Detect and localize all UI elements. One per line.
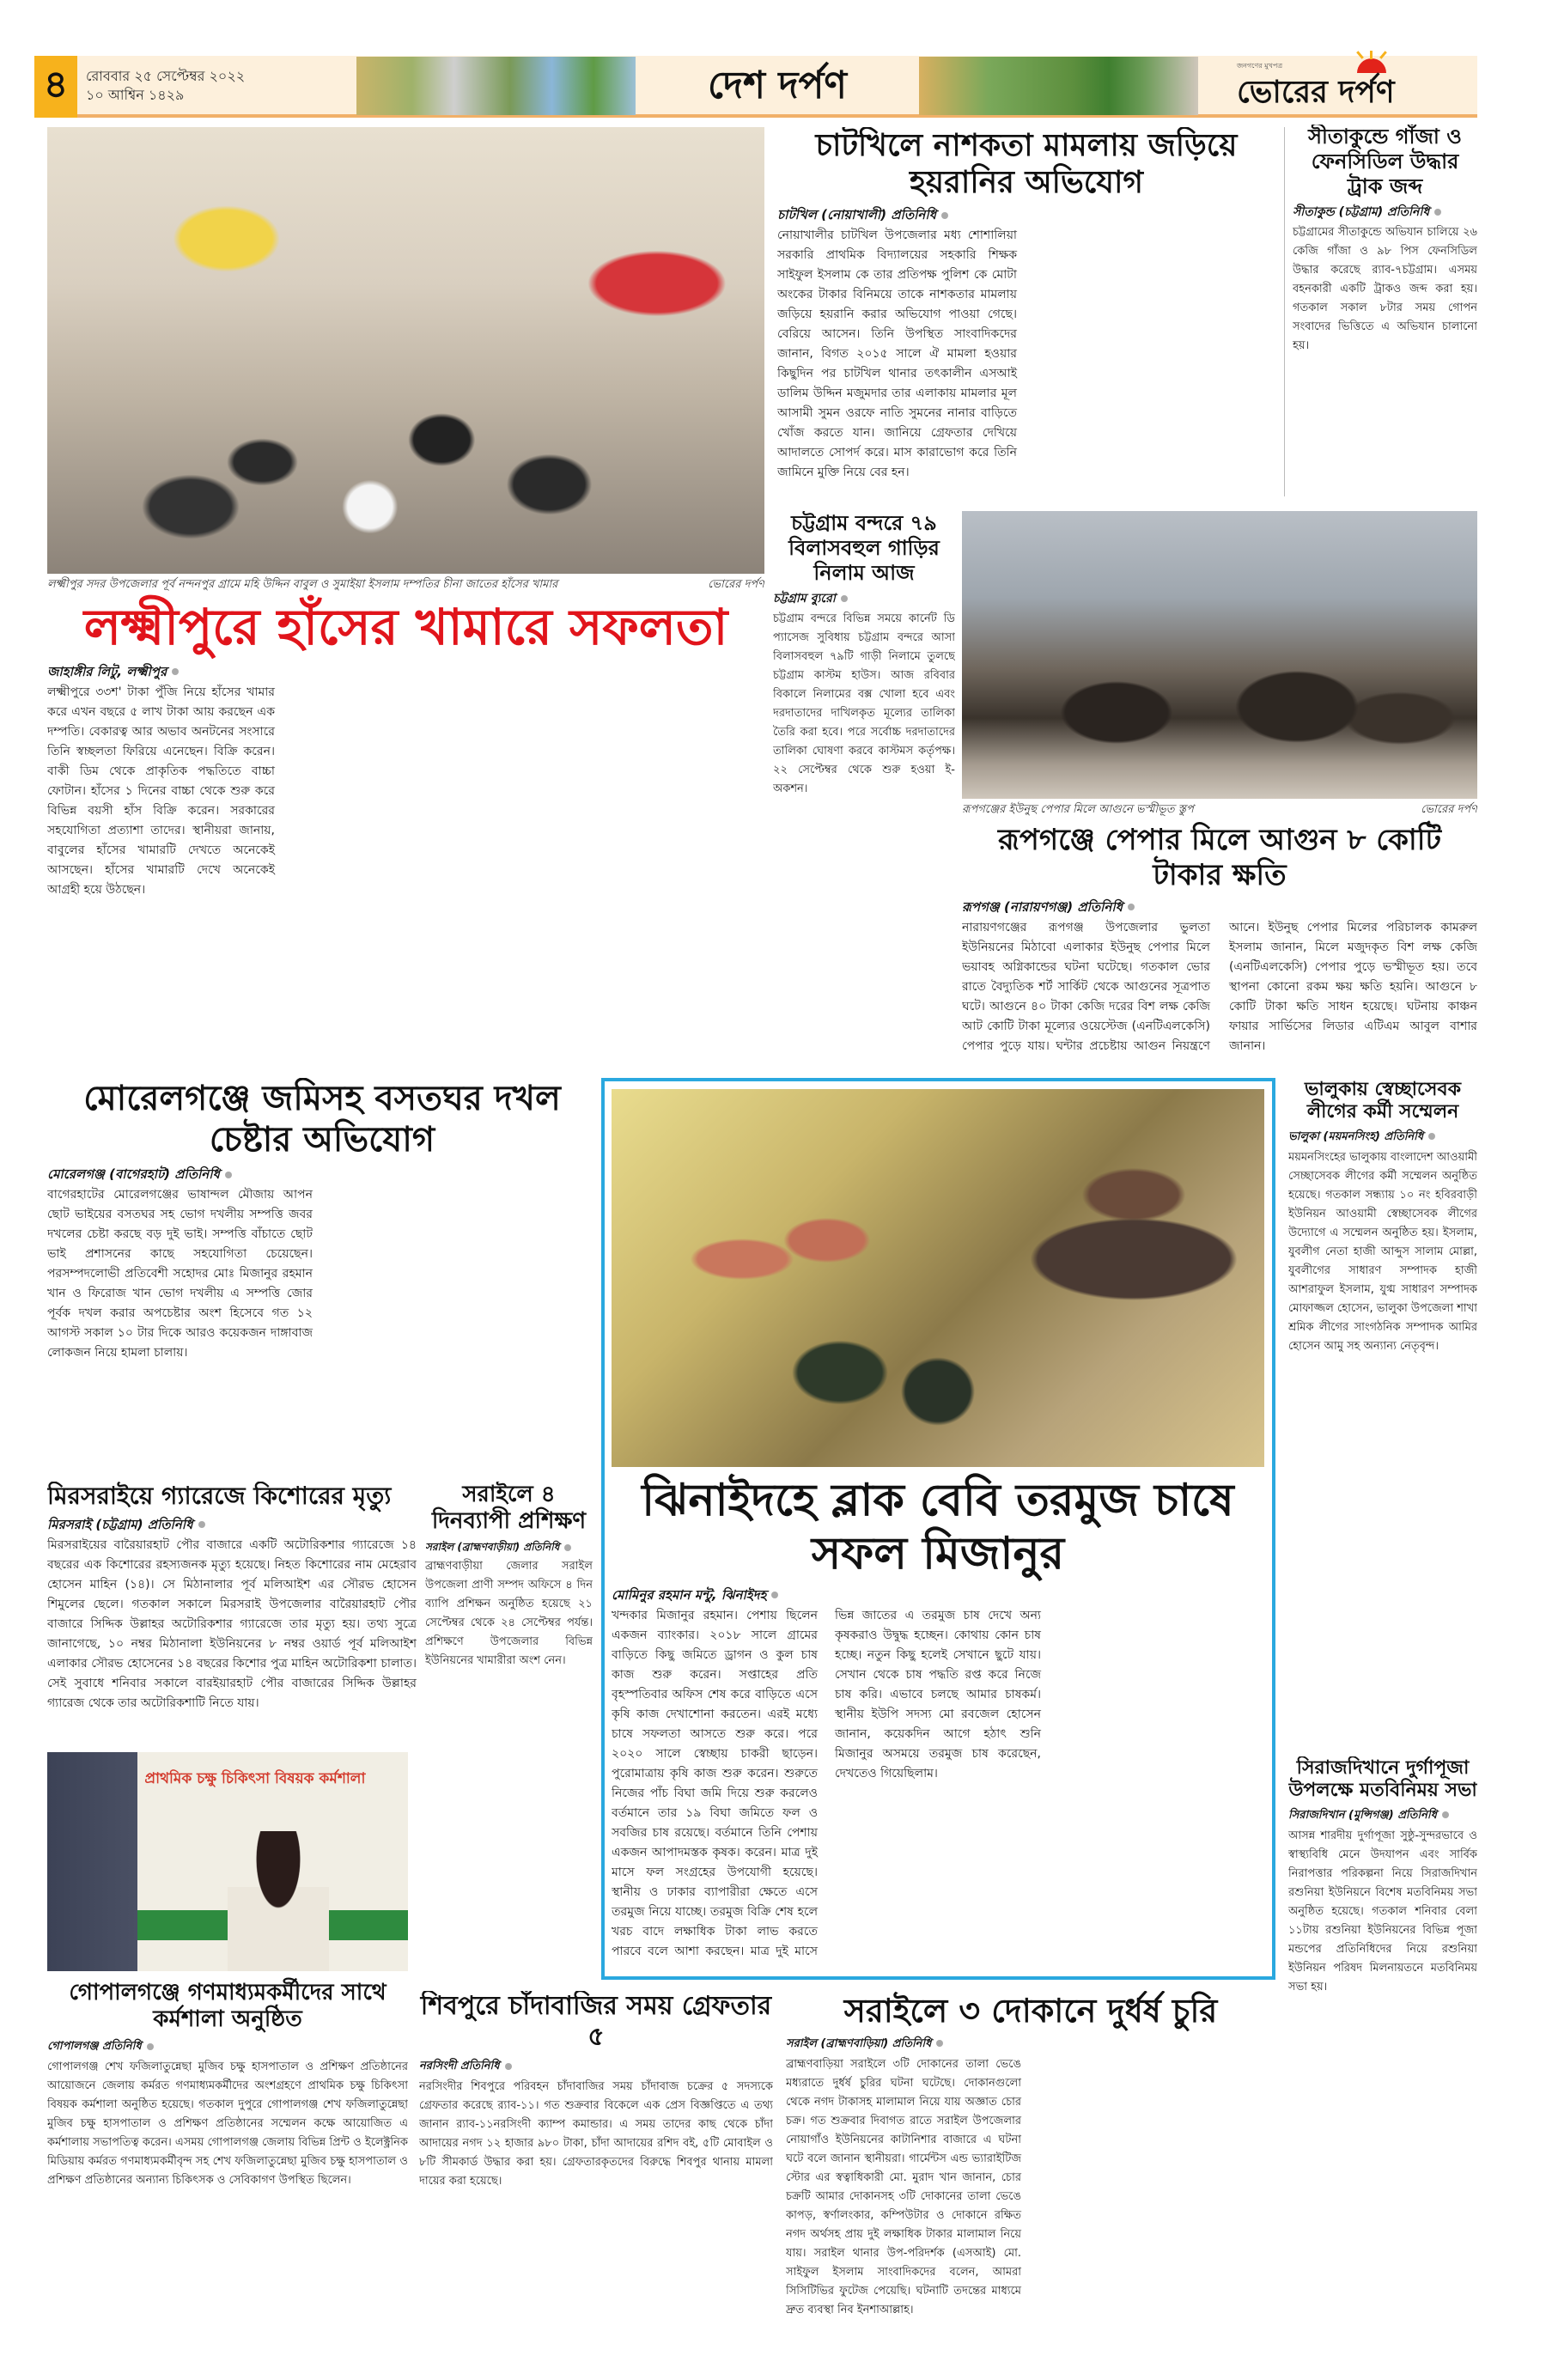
rupganj-photo-credit: ভোরের দর্পণ	[1421, 803, 1477, 816]
chatkhil-story	[777, 127, 1275, 496]
sitakunda-headline: সীতাকুন্ডে গাঁজা ও ফেনসিডিল উদ্ধার ট্রাক জব্দ	[1308, 125, 1462, 198]
sarail-theft-story	[786, 1991, 1275, 2371]
byline-text: চাটখিল (নোয়াখালী) প্রতিনিধি	[777, 207, 937, 223]
jhenaidah-byline	[612, 1586, 1264, 1604]
sirajdikhan-story	[1288, 1756, 1477, 2371]
ctg-port-story	[773, 511, 955, 1061]
duck-farm-caption: লক্ষ্মীপুর সদর উপজেলার পূর্ব নন্দনপুর গ্রামে মহি উদ্দিন বাবুল ও সুমাইয়া ইসলাম দম্পতির চীনা জাতের হাঁসের খামার	[47, 578, 558, 591]
masthead-photo-strip-left	[356, 57, 636, 115]
sitakunda-byline	[1293, 204, 1477, 221]
chatkhil-byline	[777, 206, 1275, 223]
bullet-icon	[564, 1544, 571, 1551]
sirajdikhan-headline: সিরাজদিখানে দুর্গাপূজা উপলক্ষে মতবিনিময় সভা	[1288, 1756, 1477, 1802]
shibpur-body: নরসিংদীর শিবপুরে পরিবহন চাঁদাবাজির সময় চাঁদাবাজ চক্রের ৫ সদস্যকে গ্রেফতার করেছে র‍্যাব-১১। গত শুক্রবার বিকেলে এক প্রেস বিজ্ঞপ্তিতে এ তথ্য জানান র‍্যাব-১১নরসিংদী ক্যাম্প কমান্ডার। এ সময় তাদের কাছ থেকে চাঁদা আদায়ের নগদ ১২ হাজার ৯৮০ টাকা, চাঁদা আদায়ের রশিদ বই, ৫টি মোবাইল ও ৮টি সীমকার্ড উদ্ধার করা হয়। গ্রেফতারকৃতদের বিরুদ্ধে শিবপুর থানায় মামলা দায়ের করা হয়েছে।	[419, 2080, 773, 2188]
byline-text: সরাইল (ব্রাহ্মণবাড়িয়া) প্রতিনিধি	[786, 2036, 932, 2050]
duck-farm-caption-row	[47, 577, 764, 593]
date-bengali: ১০ আশ্বিন ১৪২৯	[86, 87, 185, 103]
byline-text: সিরাজদিখান (মুন্সিগঞ্জ) প্রতিনিধি	[1288, 1808, 1437, 1822]
rupganj-fire-photo	[962, 511, 1477, 799]
gopalganj-byline	[47, 2038, 408, 2055]
duck-farm-headline: লক্ষ্মীপুরে হাঁসের খামারে সফলতা	[83, 598, 728, 656]
sarail-theft-headline: সরাইলে ৩ দোকানে দুর্ধর্ষ চুরি	[843, 1991, 1218, 2030]
byline-text: মোমিনুর রহমান মন্টু, ঝিনাইদহ	[612, 1586, 767, 1603]
duck-farm-photo-credit: ভোরের দর্পণ	[708, 578, 764, 591]
mirsarai-byline	[47, 1516, 417, 1533]
bullet-icon	[771, 1592, 778, 1598]
rupganj-story	[962, 511, 1477, 1061]
byline-text: মোরেলগঞ্জ (বাগেরহাট) প্রতিনিধি	[47, 1166, 220, 1182]
jhenaidah-story	[612, 1089, 1264, 1969]
jhenaidah-body: খন্দকার মিজানুর রহমান। পেশায় ছিলেন একজন ব্যাংকার। ২০১৮ সালে গ্রামের বাড়িতে কিছু জমিতে ড্রাগন ও কুল চাষ কাজ শুরু করেন। সপ্তাহের প্রতি বৃহস্পতিবার অফিস শেষ করে বাড়িতে এসে কৃষি কাজ দেখাশোনা করতেন। এরই মধ্যে চাষে সফলতা আসতে শুরু করে। পরে ২০২০ সালে স্বেচ্ছায় চাকরী ছাড়েন। পুরোমাত্রায় কৃষি কাজ শুরু করেন। শুরুতে নিজের পাঁচ বিঘা জমি দিয়ে শুরু করলেও বর্তমানে তার ১৯ বিঘা জমিতে ফল ও সবজির চাষ রয়েছে। বর্তমানে তিনি পেশায় একজন আপাদমস্তক কৃষক। করেন। মাত্র দুই মাসে ফল সংগ্রহের উপযোগী হয়েছে। স্থানীয় ও ঢাকার ব্যাপারীরা ক্ষেতে এসে তরমুজ নিয়ে যাচ্ছে। তরমুজ বিক্রি শেষ হলে খরচ বাদে লক্ষাধিক টাকা লাভ করতে পারবে বলে আশা করছেন। মাত্র দুই মাসে ভিন্ন জাতের এ তরমুজ চাষ দেখে অন্য কৃষকরাও উদ্বুদ্ধ হচ্ছেন। কোথায় কোন চাষ হচ্ছে। নতুন কিছু হলেই সেখানে ছুটে যায়। সেখান থেকে চাষ পদ্ধতি রপ্ত করে নিজে চাষ করি। এভাবে চলছে আমার চাষকর্ম। স্থানীয় ইউপি সদস্য মো রবজেল হোসেন জানান, কয়েকদিন আগে হঠাৎ শুনি মিজানুর অসময়ে তরমুজ চাষ করেছেন, দেখতেও গিয়েছিলাম।	[612, 1608, 1041, 1958]
rupganj-caption-row	[962, 802, 1477, 818]
bullet-icon	[1128, 904, 1135, 910]
bhaluka-body: ময়মনসিংহের ভালুকায় বাংলাদেশ আওয়ামী সেচ্ছাসেবক লীগের কর্মী সম্মেলন অনুষ্ঠিত হয়েছে। গতকাল সন্ধ্যায় ১০ নং হবিরবাড়ী ইউনিয়ন আওয়ামী স্বেচ্ছাসেবক লীগের উদ্যোগে এ সম্মেলন অনুষ্ঠিত হয়। ইসলাম, যুবলীগ নেতা হাজী আব্দুস সালাম মোল্লা, যুবলীগের সাধারণ সম্পাদক হাজী আশরাফুল ইসলাম, যুগ্ম সাধারণ সম্পাদক মোফাজ্জল হোসেন, ভালুকা উপজেলা শাখা শ্রমিক লীগের সাংগঠনিক সম্পাদক আমির হোসেন আমু সহ অন্যান্য নেতৃবৃন্দ।	[1288, 1150, 1477, 1353]
sitakunda-story	[1293, 125, 1477, 496]
rupganj-body: নারায়ণগঞ্জের রূপগঞ্জ উপজেলার ভুলতা ইউনিয়নের মিঠাবো এলাকার ইউনুছ পেপার মিলে ভয়াবহ অগ্নিকান্ডের ঘটনা ঘটেছে। গতকাল ভোর রাতে বৈদ্যুতিক শর্ট সার্কিট থেকে আগুনের সূত্রপাত ঘটে। আগুনে ৪০ টাকা কেজি দরের বিশ লক্ষ কেজি আট কোটি টাকা মূল্যের ওয়েস্টেজ (এনটিএলকেসি) পেপার পুড়ে যায়। ঘন্টার প্রচেষ্টায় আগুন নিয়ন্ত্রণে আনে। ইউনুছ পেপার মিলের পরিচালক কামরুল ইসলাম জানান, মিলে মজুদকৃত বিশ লক্ষ কেজি (এনটিএলকেসি) পেপার পুড়ে ভস্মীভূত হয়। তবে স্থাপনা কোনো রকম ক্ষয় ক্ষতি হয়নি। আগুনে ৮ কোটি টাকা ক্ষতি সাধন হয়েছে। ঘটনায় কাঞ্চন ফায়ার সার্ভিসের লিডার এটিএম আবুল বাশার জানান।	[962, 920, 1477, 1053]
logo-text: ভোরের দর্পণ	[1237, 74, 1395, 110]
chatkhil-body: নোয়াখালীর চাটখিল উপজেলার মধ্য শোশালিয়া সরকারি প্রাথমিক বিদ্যালয়ের সহকারি শিক্ষক সাইফুল ইসলাম কে তার প্রতিপক্ষ পুলিশ কে মোটা অংকের টাকার বিনিময়ে তাকে নাশকতার মামলায় জড়িয়ে হয়রানি করার অভিযোগ পাওয়া গেছে। বেরিয়ে আসেন। তিনি উপস্থিত সাংবাদিকদের জানান, বিগত ২০১৫ সালে ঐ মামলা হওয়ার কিছুদিন পর চাটখিল থানার তৎকালীন এসআই ডালিম উদ্দিন মজুমদার তার এলাকায় মামলার মূল আসামী সুমন ওরফে নাতি সুমনের নানার বাড়িতে খোঁজ করতে যান। জানিয়ে গ্রেফতার দেখিয়ে আদালতে সোপর্দ করে। মাস কারাভোগ করে তিনি জামিনে মুক্তি নিয়ে বের হন।	[777, 228, 1017, 480]
chatkhil-headline: চাটখিলে নাশকতা মামলায় জড়িয়ে হয়রানির অভিযোগ	[815, 127, 1238, 201]
gopalganj-body: গোপালগঞ্জ শেখ ফজিলাতুন্নেছা মুজিব চক্ষু হাসপাতাল ও প্রশিক্ষণ প্রতিষ্ঠানের আয়োজনে জেলায় কর্মরত গণমাধ্যমকর্মীদের অংশগ্রহণে প্রাথমিক চক্ষু চিকিৎসা বিষয়ক কর্মশালা অনুষ্ঠিত হয়েছে। গতকাল দুপুরে গোপালগঞ্জ শেখ ফজিলাতুন্নেছা মুজিব চক্ষু হাসপাতাল ও প্রশিক্ষণ প্রতিষ্ঠানের সম্মেলন কক্ষে আয়োজিত এ কর্মশালায় সভাপতিত্ব করেন। এসময় গোপালগঞ্জ জেলায় বিভিন্ন প্রিন্ট ও ইলেক্ট্রনিক মিডিয়ায় কর্মরত গণমাধ্যমকর্মীবৃন্দ সহ শেখ ফজিলাতুন্নেছা মুজিব চক্ষু হাসপাতাল ও প্রশিক্ষণ প্রতিষ্ঠানের অন্যান্য চিকিৎসক ও সেবিকাগণ উপস্থিত ছিলেন।	[47, 2060, 408, 2188]
logo-tagline: জনগণের মুখপত্র	[1237, 62, 1283, 70]
bullet-icon	[936, 2040, 943, 2047]
gopalganj-workshop-photo	[47, 1752, 408, 1971]
sitakunda-body: চট্টগ্রামের সীতাকুন্ডে অভিযান চালিয়ে ২৬ কেজি গাঁজা ও ৯৮ পিস ফেনসিডিল উদ্ধার করেছে র‍্যাব-৭চট্টগ্রাম। এসময় বহনকারী একটি ট্রাকও জব্দ করা হয়। গতকাল সকাল ৮টার সময় গোপন সংবাদের ভিত্তিতে এ অভিযান চালানো হয়।	[1293, 226, 1477, 353]
page-number: ৪	[34, 56, 77, 118]
bullet-icon	[505, 2063, 512, 2070]
mirsarai-story	[47, 1482, 417, 1744]
duck-farm-body: লক্ষ্মীপুরে ৩৩শ' টাকা পুঁজি নিয়ে হাঁসের খামার করে এখন বছরে ৫ লাখ টাকা আয় করছেন এক দম্পতি। বেকারত্ব আর অভাব অনটনের সংসারে তিনি স্বচ্ছলতা ফিরিয়ে এনেছেন। বিক্রি করেন। বাকী ডিম থেকে প্রাকৃতিক পদ্ধতিতে বাচ্চা ফোটান। হাঁসের ১ দিনের বাচ্চা থেকে শুরু করে বিভিন্ন বয়সী হাঁস বিক্রি করেন। সরকারের সহযোগিতা প্রত্যাশা তাদের। স্থানীয়রা জানায়, বাবুলের হাঁসের খামারটি দেখতে অনেকেই আসছেন। হাঁসের খামারটি দেখে অনেকেই আগ্রহী হয়ে উঠছেন।	[47, 685, 275, 897]
mirsarai-body: মিরসরাইয়ের বারৈয়ারহাট পৌর বাজারে একটি অটোরিকশার গ্যারেজে ১৪ বছরের এক কিশোরের রহস্যজনক মৃত্যু হয়েছে। নিহত কিশোরের নাম মেহেরাব হোসেন মাহিন (১৪)। সে মিঠানালার পূর্ব মলিআইশ এর সৌরভ হোসেন শিমুলের ছেলে। গতকাল সকালে মিরসরাই উপজেলার বারৈয়ারহাট পৌর বাজারে সিদ্দিক উল্লাহর অটোরিকশার গ্যারেজে তার মৃত্যু হয়। তথ্য সুত্রে জানাগেছে, ১০ নম্বর মিঠানালা ইউনিয়নের ৮ নম্বর ওয়ার্ড পূর্ব মলিআইশ এলাকার সৌরভ হোসেনের ১৪ বছরের কিশোর পুত্র মাহিন অটোরিকশা চালাত। সেই সুবাধে শনিবার সকালে বারইয়ারহাট পৌর বাজারের সিদ্দিক উল্লাহর গ্যারেজ থেকে তার অটোরিকশাটি নিতে যায়।	[47, 1537, 417, 1710]
ctg-port-byline	[773, 590, 955, 607]
byline-text: ভালুকা (ময়মনসিংহ) প্রতিনিধি	[1288, 1129, 1424, 1143]
bullet-icon	[147, 2043, 154, 2050]
rupganj-headline: রূপগঞ্জে পেপার মিলে আগুন ৮ কোটি টাকার ক্ষতি	[998, 823, 1441, 892]
shibpur-headline: শিবপুরে চাঁদাবাজির সময় গ্রেফতার ৫	[420, 1991, 772, 2052]
bullet-icon	[1428, 1133, 1435, 1140]
byline-text: চট্টগ্রাম ব্যুরো	[773, 592, 836, 606]
bullet-icon	[941, 212, 948, 219]
watermelon-farmer-photo	[612, 1089, 1264, 1467]
sarail-training-headline: সরাইলে ৪ দিনব্যাপী প্রশিক্ষণ	[431, 1482, 587, 1535]
duck-farm-byline	[47, 663, 764, 680]
morelganj-byline	[47, 1166, 597, 1183]
byline-text: মিরসরাই (চট্টগ্রাম) প্রতিনিধি	[47, 1516, 193, 1532]
ctg-port-headline: চট্টগ্রাম বন্দরে ৭৯ বিলাসবহুল গাড়ির নিলাম আজ	[788, 511, 940, 585]
masthead-photo-strip-right	[919, 57, 1198, 115]
column-divider	[1284, 127, 1285, 496]
ctg-port-body: চট্টগ্রাম বন্দরে বিভিন্ন সময়ে কার্নেট ডি প্যাসেজ সুবিধায় চট্টগ্রাম বন্দরে আসা বিলাসবহুল ৭৯টি গাড়ী নিলামে তুলছে চট্টগ্রাম কাস্টম হাউস। আজ রবিবার বিকালে নিলামের বক্স খোলা হবে এবং দরদাতাদের দাখিলকৃত মূল্যের তালিকা তৈরি করা হবে। পরে সর্বোচ্চ দরদাতাদের তালিকা ঘোষণা করবে কাস্টমস কর্তৃপক্ষ। ২২ সেপ্টেম্বর থেকে শুরু হওয়া ই-অকশন।	[773, 612, 955, 796]
bullet-icon	[198, 1521, 205, 1528]
sarail-theft-body: ব্রাহ্মণবাড়িয়া সরাইলে ৩টি দোকানের তালা ভেঙে মধ্যরাতে দুর্ধর্ষ চুরির ঘটনা ঘটেছে। দোকানগুলো থেকে নগদ টাকাসহ মালামাল নিয়ে যায় অজ্ঞাত চোর চক্র। গত শুক্রবার দিবাগত রাতে সরাইল উপজেলার নোয়াগাঁও ইউনিয়নের কাটানিশার বাজারে এ ঘটনা ঘটে বলে জানান স্থানীয়রা। গার্মেন্টস এন্ড ভ্যারাইটিজ স্টোর এর স্বত্বাধিকারী মো. মুরাদ খান জানান, চোর চক্রটি আমার দোকানসহ ৩টি দোকানের তালা ভেঙে কাপড়, স্বর্ণালংকার, কম্পিউটার ও দোকানে রক্ষিত নগদ অর্থসহ প্রায় দুই লক্ষাধিক টাকার মালামাল নিয়ে যায়। সরাইল থানার উপ-পরিদর্শক (এসআই) মো. সাইফুল ইসলাম সাংবাদিকদের বলেন, আমরা সিসিটিভির ফুটেজ পেয়েছি। ঘটনাটি তদন্তের মাধ্যমে দ্রুত ব্যবস্থা নিব ইনশাআল্লাহ।	[786, 2057, 1021, 2316]
morelganj-headline: মোরেলগঞ্জে জমিসহ বসতঘর দখল চেষ্টার অভিযোগ	[83, 1078, 561, 1160]
rupganj-byline	[962, 898, 1477, 916]
shibpur-story	[419, 1991, 773, 2371]
bullet-icon	[225, 1172, 232, 1178]
bhaluka-story	[1288, 1078, 1477, 1744]
morelganj-story	[47, 1078, 597, 1469]
byline-text: রূপগঞ্জ (নারায়ণগঞ্জ) প্রতিনিধি	[962, 898, 1123, 915]
sirajdikhan-byline	[1288, 1807, 1477, 1824]
sirajdikhan-body: আসন্ন শারদীয় দুর্গাপূজা সুষ্ঠু-সুন্দরভাবে ও স্বাস্থ্যবিধি মেনে উদযাপন এবং সার্বিক নিরাপত্তার পরিকল্পনা নিয়ে সিরাজদিখান রশুনিয়া ইউনিয়নে বিশেষ মতবিনিময় সভা অনুষ্ঠিত হয়েছে। গতকাল শনিবার বেলা ১১টায় রশুনিয়া ইউনিয়নের বিভিন্ন পূজা মন্ডপের প্রতিনিধিদের নিয়ে রশুনিয়া ইউনিয়ন পরিষদ মিলনায়তনে মতবিনিময় সভা হয়।	[1288, 1829, 1477, 1993]
shibpur-byline	[419, 2058, 773, 2075]
gopalganj-story	[47, 1752, 408, 2371]
byline-text: সীতাকুন্ড (চট্টগ্রাম) প্রতিনিধি	[1293, 205, 1430, 220]
date-gregorian: রোববার ২৫ সেপ্টেম্বর ২০২২	[86, 68, 246, 84]
bullet-icon	[1442, 1811, 1449, 1818]
bhaluka-headline: ভালুকায় স্বেচ্ছাসেবক লীগের কর্মী সম্মেলন	[1304, 1078, 1462, 1123]
issue-date	[86, 67, 245, 105]
sunrise-icon	[1357, 58, 1386, 73]
morelganj-body: বাগেরহাটের মোরেলগঞ্জের ভাষান্দল মৌজায় আপন ছোট ভাইয়ের বসতঘর সহ ভোগ দখলীয় সম্পত্তি জবর দখলের চেষ্টা করছে বড় দুই ভাই। সম্পত্তি বাঁচাতে ছোট ভাই প্রশাসনের কাছে সহযোগিতা চেয়েছেন। পরসম্পদলোভী প্রতিবেশী সহোদর মোঃ মিজানুর রহমান খান ও ফিরোজ খান ভোগ দখলীয় এ সম্পত্তি জোর পূর্বক দখল করার অপচেষ্টার অংশ হিসেবে গত ১২ আগস্ট সকাল ১০ টার দিকে আরও কয়েকজন দাঙ্গাবাজ লোকজন নিয়ে হামলা চালায়।	[47, 1188, 313, 1360]
gopalganj-headline: গোপালগঞ্জে গণমাধ্যমকর্মীদের সাথে কর্মশালা অনুষ্ঠিত	[69, 1980, 386, 2033]
bullet-icon	[172, 668, 179, 675]
photo-banner-text: প্রাথমিক চক্ষু চিকিৎসা বিষয়ক কর্মশালা	[144, 1770, 366, 1788]
jhenaidah-headline: ঝিনাইদহে ব্লাক বেবি তরমুজ চাষে সফল মিজানুর	[642, 1474, 1234, 1580]
byline-text: জাহাঙ্গীর লিটু, লক্ষ্মীপুর	[47, 663, 167, 679]
byline-text: গোপালগঞ্জ প্রতিনিধি	[47, 2040, 142, 2054]
byline-text: সরাইল (ব্রাহ্মণবাড়ীয়া) প্রতিনিধি	[425, 1541, 560, 1554]
sarail-training-byline	[425, 1540, 593, 1555]
mirsarai-headline: মিরসরাইয়ে গ্যারেজে কিশোরের মৃত্যু	[47, 1482, 392, 1510]
bullet-icon	[841, 595, 848, 602]
rupganj-caption: রূপগঞ্জের ইউনুছ পেপার মিলে আগুনে ভস্মীভূত স্তুপ	[962, 803, 1194, 816]
duck-farm-photo	[47, 127, 764, 574]
section-title: দেশ দর্পণ	[708, 64, 847, 107]
newspaper-logo	[1211, 57, 1469, 115]
bhaluka-byline	[1288, 1129, 1477, 1146]
sarail-training-body: ব্রাহ্মণবাড়ীয়া জেলার সরাইল উপজেলা প্রাণী সম্পদ অফিসে ৪ দিন ব্যাপি প্রশিক্ষন অনুষ্ঠিত হয়েছে ২১ সেপ্টেম্বর থেকে ২৪ সেপ্টেম্বর পর্যন্ত। প্রশিক্ষণে উপজেলার বিভিন্ন ইউনিয়নের খামারীরা অংশ নেন।	[425, 1560, 593, 1668]
sarail-training-story	[425, 1482, 593, 1975]
duck-farm-story	[47, 127, 764, 1061]
bullet-icon	[1434, 209, 1441, 216]
sarail-theft-byline	[786, 2036, 1275, 2053]
byline-text: নরসিংদী প্রতিনিধি	[419, 2060, 500, 2073]
